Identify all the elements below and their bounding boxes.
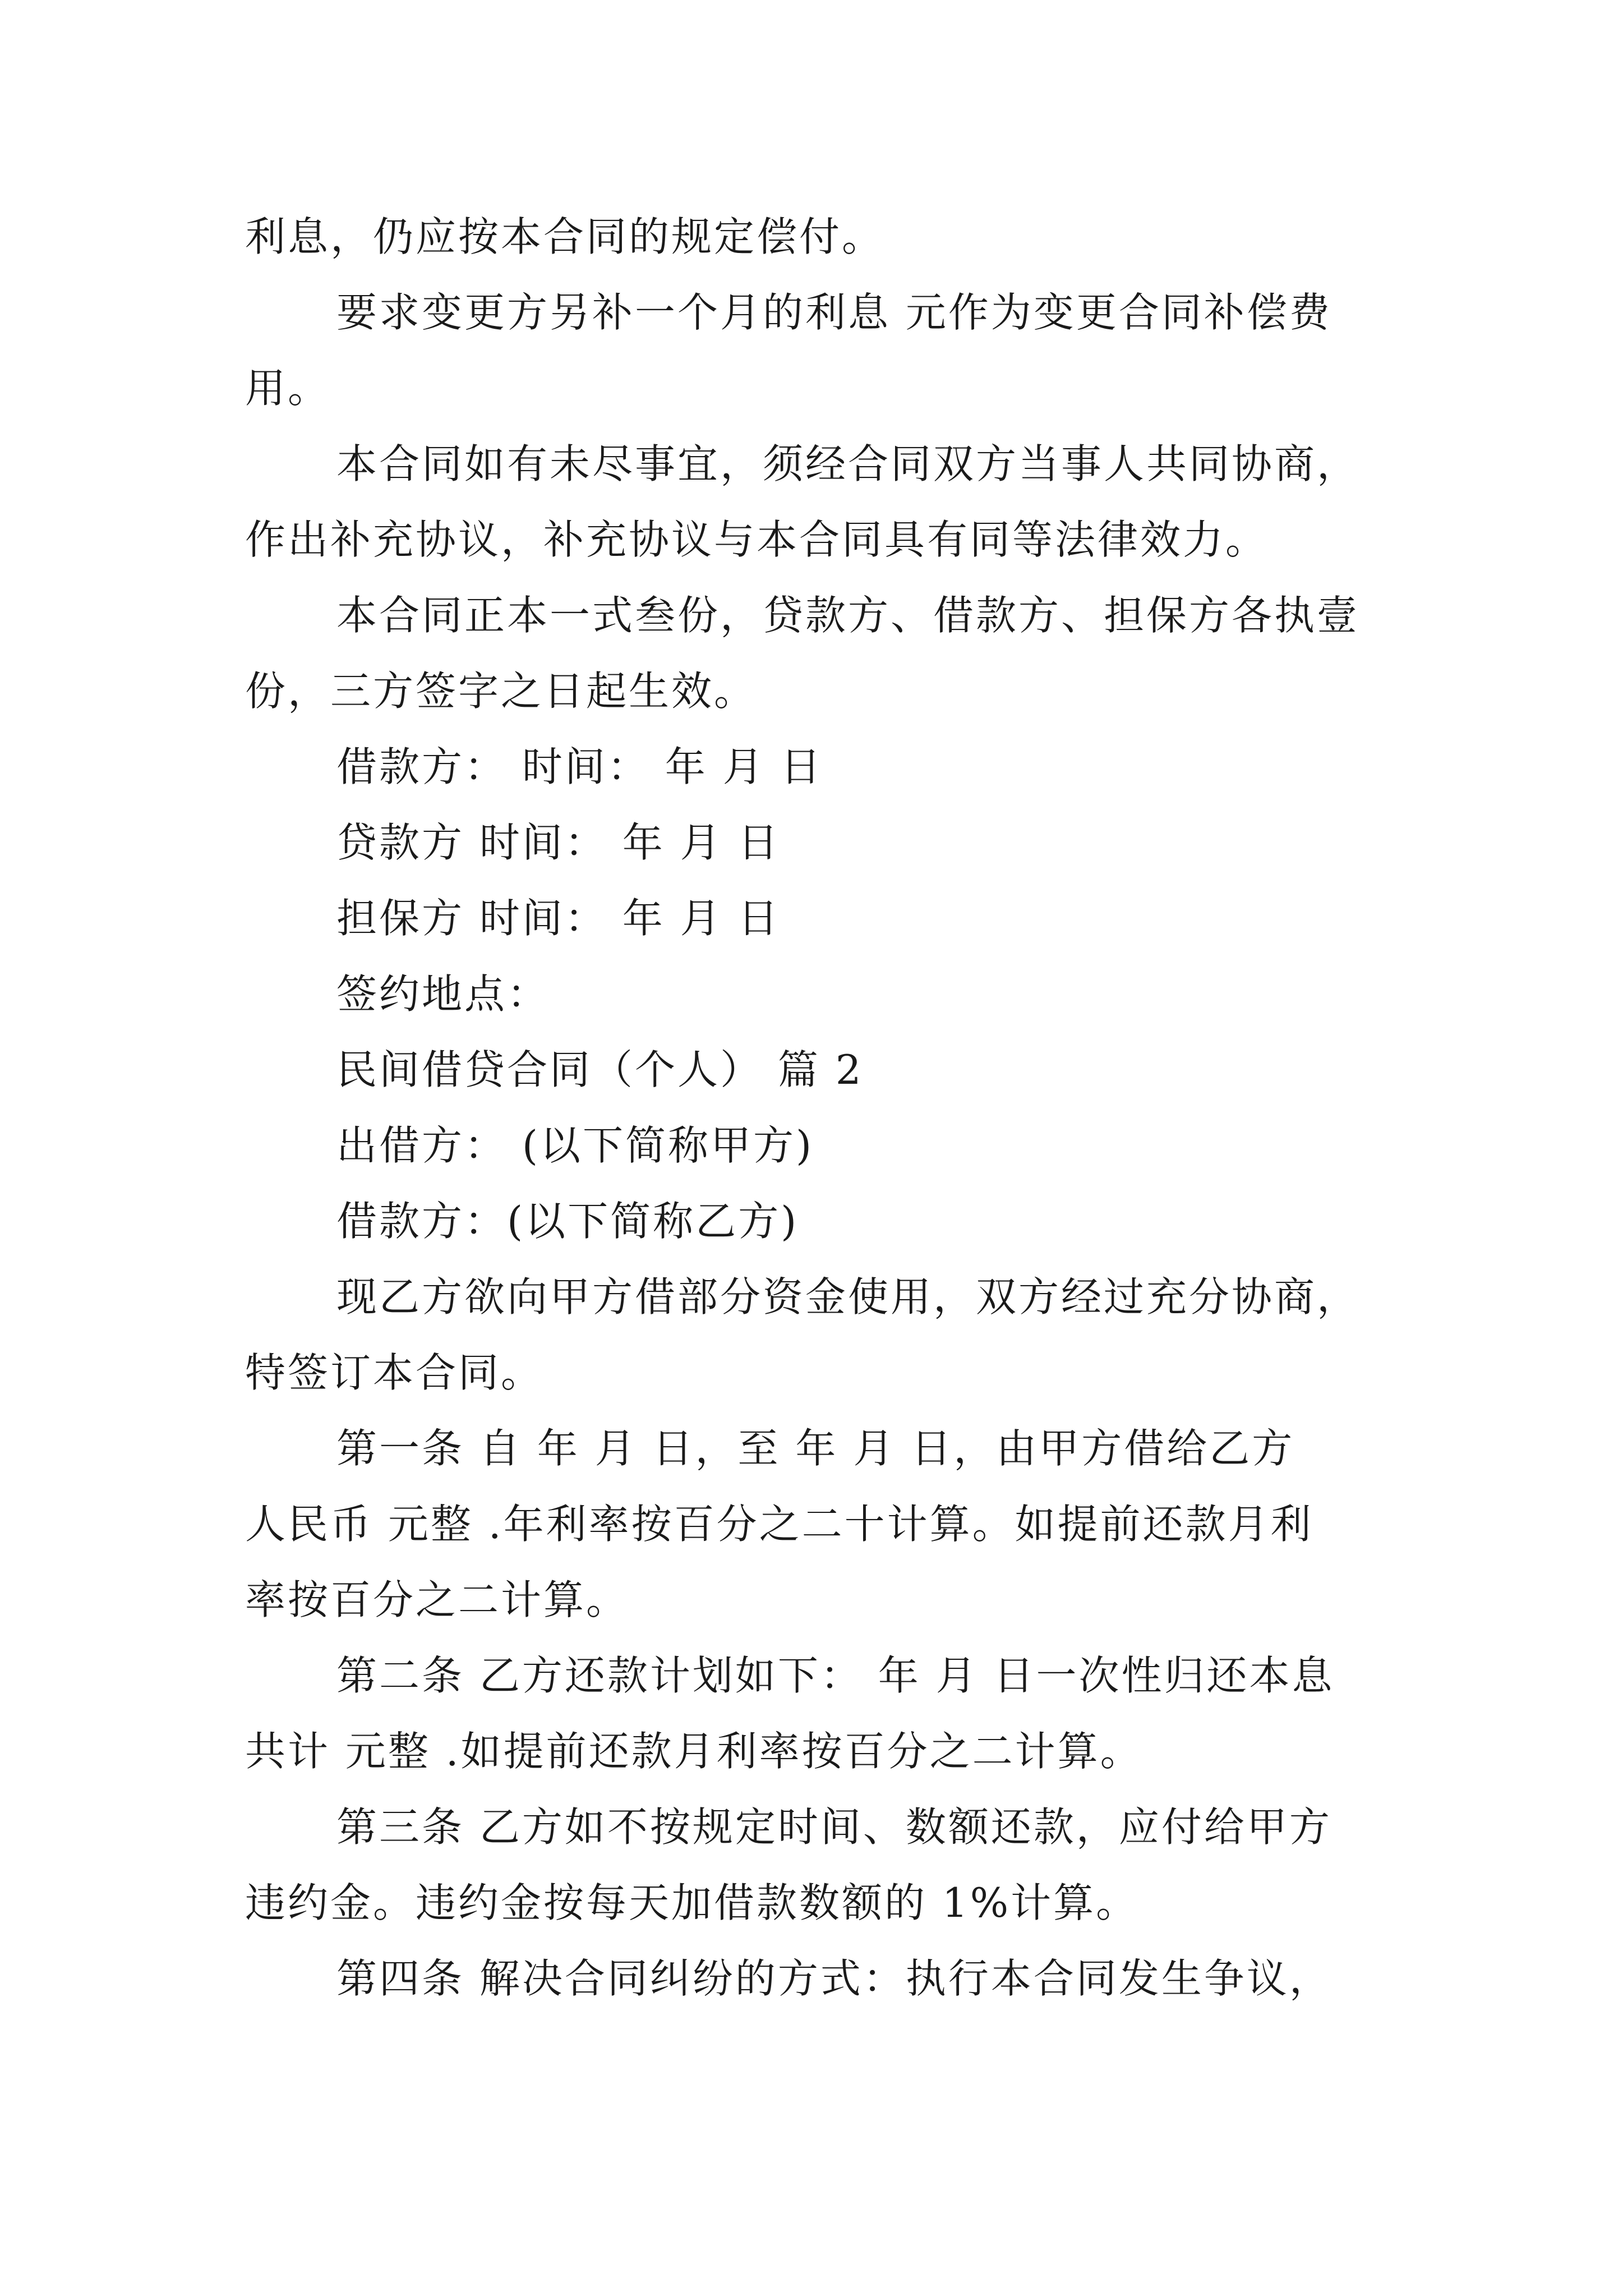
signature-line-guarantor: 担保方 时间： 年 月 日	[336, 895, 781, 942]
paragraph-line: 要求变更方另补一个月的利息 元作为变更合同补偿费	[336, 289, 1332, 336]
party-line-lender: 出借方： (以下简称甲方)	[336, 1122, 814, 1169]
document-body	[245, 199, 1378, 2017]
paragraph-line: 份，三方签字之日起生效。	[245, 668, 757, 715]
section-heading: 民间借贷合同（个人） 篇 2	[336, 1046, 864, 1093]
party-line-borrower: 借款方：(以下简称乙方)	[336, 1198, 799, 1245]
article-line: 第三条 乙方如不按规定时间、数额还款，应付给甲方	[336, 1803, 1332, 1851]
paragraph-line: 共计 元整 .如提前还款月利率按百分之二计算。	[245, 1728, 1143, 1775]
paragraph-line: 作出补充协议，补充协议与本合同具有同等法律效力。	[245, 516, 1269, 563]
paragraph-line: 现乙方欲向甲方借部分资金使用，双方经过充分协商，	[336, 1273, 1360, 1320]
paragraph-line: 利息，仍应按本合同的规定偿付。	[245, 213, 885, 260]
article-line: 第二条 乙方还款计划如下： 年 月 日一次性归还本息	[336, 1652, 1335, 1699]
paragraph-line: 人民币 元整 .年利率按百分之二十计算。如提前还款月利	[245, 1501, 1313, 1548]
signing-place-line: 签约地点：	[336, 970, 550, 1018]
signature-line-lender: 贷款方 时间： 年 月 日	[336, 819, 781, 866]
signature-line-borrower: 借款方： 时间： 年 月 日	[336, 743, 823, 790]
paragraph-line: 本合同如有未尽事宜，须经合同双方当事人共同协商，	[336, 440, 1360, 487]
paragraph-line: 违约金。违约金按每天加借款数额的 1%计算。	[245, 1879, 1139, 1926]
paragraph-line: 用。	[245, 365, 331, 412]
article-line: 第一条 自 年 月 日，至 年 月 日，由甲方借给乙方	[336, 1425, 1295, 1472]
paragraph-line: 率按百分之二计算。	[245, 1576, 629, 1623]
paragraph-line: 本合同正本一式叁份，贷款方、借款方、担保方各执壹	[336, 592, 1360, 639]
paragraph-line: 特签订本合同。	[245, 1349, 544, 1396]
article-line: 第四条 解决合同纠纷的方式：执行本合同发生争议，	[336, 1955, 1332, 2002]
